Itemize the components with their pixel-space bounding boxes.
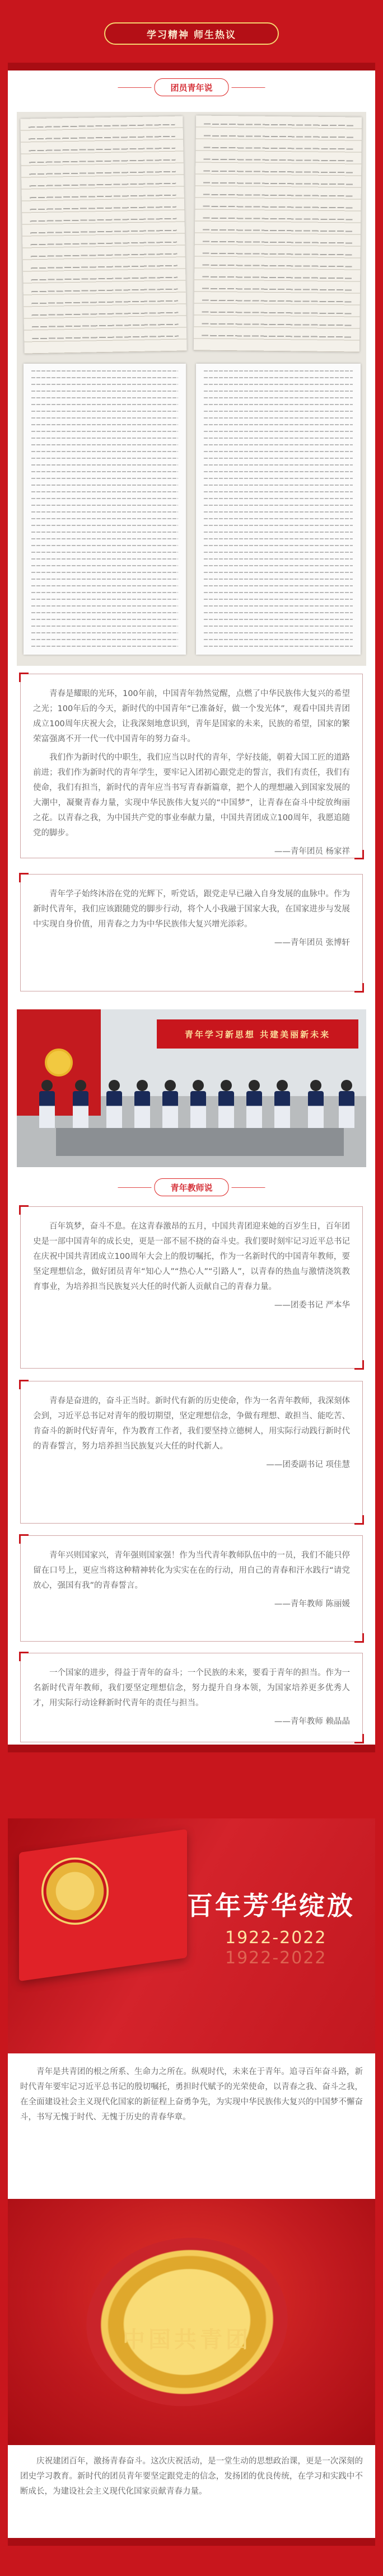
member-quote-2 [20, 874, 363, 991]
section-tag-members: 团员青年说 [154, 78, 228, 96]
section-tag-teachers: 青年教师说 [154, 1178, 228, 1196]
content-card-main [8, 63, 375, 1752]
page-title: 学习精神 师生热议 [104, 22, 279, 45]
card-bottom-stripe-2 [8, 2538, 375, 2546]
closing-paragraph-1: 青年是共青团的根之所系、生命力之所在。纵观时代，未来在于青年。追寻百年奋斗路，新时代青年要牢记习近平总书记的殷切嘱托，勇担时代赋予的光荣使命，以青春之我、奋斗之我，在全面建设社会主义现代化国家的新征程上奋勇争先，为实现中华民族伟大复兴的中国梦不懈奋斗，书写无愧于时代、无愧于历史的青春华章。 [20, 2067, 363, 2122]
teacher-quote-4 [20, 1653, 363, 1742]
handwritten-essays-image [17, 112, 366, 666]
poster-title: 百年芳华绽放 [187, 1891, 355, 1921]
quote-paragraph: 青年兴则国家兴，青年强则国家强！作为当代青年教师队伍中的一员，我们不能只停留在口号上，更应当将这种精神转化为实实在在的行动，用自己的青春和汗水践行“请党放心，强国有我”的青春誓言。 [33, 1551, 350, 1590]
member-quote-1 [20, 674, 363, 858]
emblem-icon [45, 1049, 73, 1077]
card-bottom-stripe [8, 1745, 375, 1752]
meeting-table [56, 1128, 344, 1156]
league-badge-icon [41, 1858, 109, 1925]
handwritten-essay-2 [194, 115, 362, 352]
quote-paragraph: 我们作为新时代的中职生，我们应当以时代的青年，学好技能，朝着大国工匠的道路前进；我们作为新时代的青年学生，要牢记入团初心跟党走的誓言，我们有责任，我们有使命，我们有担当，新时代的青年应当书写青春新篇章，把个人的理想融入到国家发展的大潮中，凝聚青春力量，实现中华民族伟大复兴的“中国梦”，让青春在奋斗中绽放绚丽之花。以青春之我，为中国共产党的事业奉献力量，中国共青团成立100周年，我愿追随党的脚步。 [33, 753, 350, 838]
quote-paragraph: 百年筑梦，奋斗不息。在这青春激昂的五月，中国共青团迎来她的百岁生日，百年团史是一部中国青年的成长史，更是一部不屈不挠的奋斗史。我们要时刻牢记习近平总书记在庆祝中国共青团成立100周年大会上的殷切嘱托，作为一名新时代的中国青年教师，要坚定理想信念，做好团员青年“知心人”“热心人”“引路人”，以青春的热血与激情浇筑教育事业，为培养担当民族复兴大任的时代新人贡献自己的青春力量。 [33, 1222, 350, 1291]
teacher-quote-2 [20, 1381, 363, 1524]
league-seal-image [8, 2199, 375, 2445]
quote-signature: ——团委副书记 项佳慧 [266, 1460, 350, 1469]
quote-signature: ——青年教师 赖晶晶 [274, 1717, 350, 1726]
quote-paragraph: 青年学子始终沐浴在党的光辉下，听党话，跟党走早已融入自身发展的血脉中。作为新时代青年，我们应该跟随党的脚步行动，将个人小我融于国家大我，在国家进步与发展中实现自身价值，用青春之力为中华民族伟大复兴增光添彩。 [33, 890, 350, 929]
quote-signature: ——青年团员 张博轩 [274, 938, 350, 947]
printed-essay-1 [24, 364, 186, 655]
quote-signature: ——团委书记 严本华 [274, 1301, 350, 1310]
card-top-stripe [8, 63, 375, 70]
quote-paragraph: 一个国家的进步，得益于青年的奋斗；一个民族的未来，要看于青年的担当。作为一名新时代青年教师，我们要坚定理想信念，努力提升自身本领，为国家培养更多优秀人才，用实际行动诠释新时代青年的责任与担当。 [33, 1668, 350, 1708]
poster-years-reflection: 1922-2022 [225, 1948, 327, 1968]
group-photo [17, 1009, 366, 1167]
seal-text: 中国共青团 [123, 2326, 251, 2353]
teacher-quote-1 [20, 1206, 363, 1369]
handwritten-essay-1 [20, 116, 186, 354]
content-card-anniversary [8, 1818, 375, 2546]
quote-signature: ——青年团员 杨家祥 [274, 847, 350, 856]
closing-paragraph-2: 庆祝建团百年，激扬青春奋斗。这次庆祝活动，是一堂生动的思想政治课，更是一次深刻的团史学习教育。新时代的团员青年要坚定跟党走的信念，发扬团的优良传统，在学习和实践中不断成长，为建设社会主义现代化国家贡献青春力量。 [20, 2457, 363, 2496]
quote-paragraph: 青春是奋进的，奋斗正当时。新时代有新的历史使命，作为一名青年教师，我深刻体会到，习近平总书记对青年的殷切期望，坚定理想信念，争做有理想、敢担当、能吃苦、肯奋斗的新时代好青年，作为教育工作者，我们要坚持立德树人，用实际行动践行新时代的青春誓言，努力培养担当民族复兴大任的时代新人。 [33, 1397, 350, 1451]
quote-paragraph: 青春是耀眼的光环，100年前，中国青年勃然觉醒，点燃了中华民族伟大复兴的希望之光；100年后的今天，新时代的中国青年“已准备好，做一个发光体”，观看中国共青团成立100周年庆祝大会，让我深刻地意识到，青年是国家的未来，民族的希望，国家的繁荣富强离不开一代一代中国青年的努力奋斗。 [33, 689, 350, 744]
quote-signature: ——青年教师 陈丽媛 [274, 1600, 350, 1609]
printed-essay-2 [196, 364, 361, 655]
photo-banner: 青年学习新思想 共建美丽新未来 [157, 1019, 358, 1049]
anniversary-poster [8, 1818, 375, 2053]
poster-years: 1922-2022 [225, 1928, 327, 1948]
teacher-quote-3 [20, 1535, 363, 1642]
